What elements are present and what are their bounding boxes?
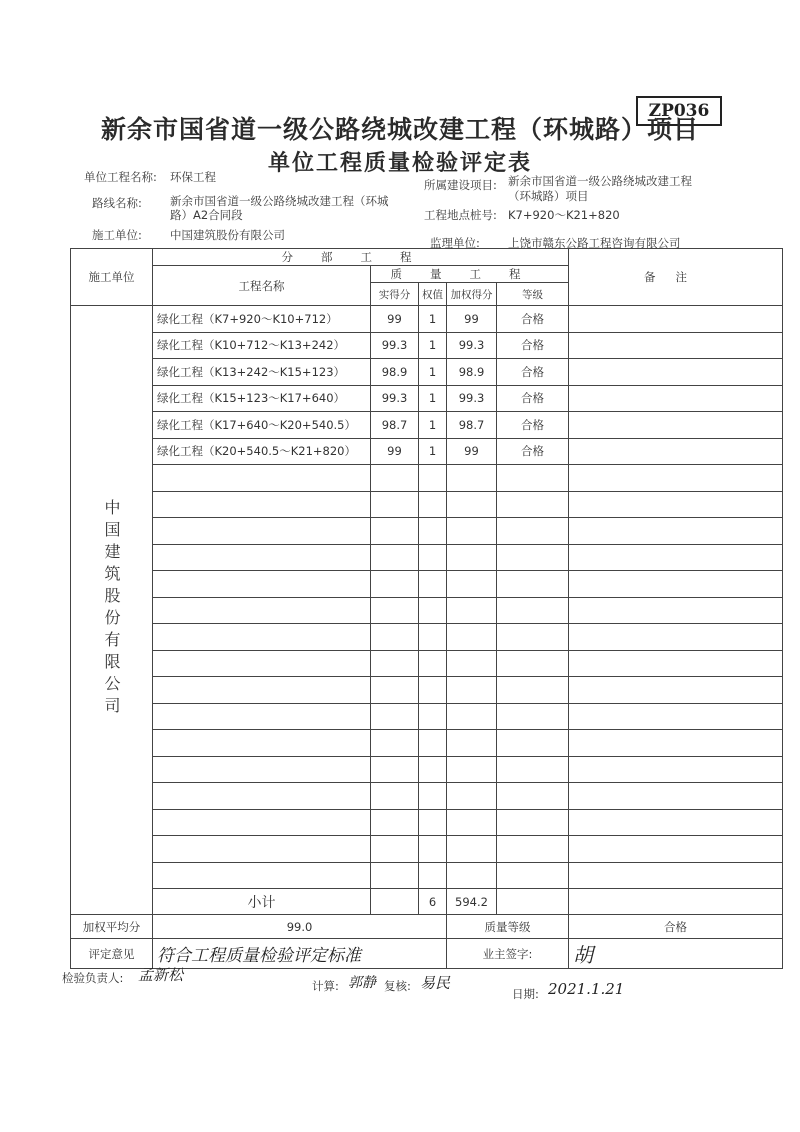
header-remarks: 备注 bbox=[569, 249, 783, 306]
grade-cell bbox=[497, 809, 569, 836]
item-name-cell: 绿化工程（K15+123～K17+640） bbox=[153, 385, 371, 412]
item-name-cell bbox=[153, 491, 371, 518]
remarks-cell bbox=[569, 730, 783, 757]
score-cell: 99.3 bbox=[371, 332, 419, 359]
score-cell bbox=[371, 677, 419, 704]
weighted-cell bbox=[447, 703, 497, 730]
score-cell bbox=[371, 703, 419, 730]
grade-cell bbox=[497, 544, 569, 571]
item-name-cell bbox=[153, 677, 371, 704]
score-cell bbox=[371, 783, 419, 810]
quality-grade-label: 质量等级 bbox=[447, 915, 569, 939]
grade-cell bbox=[497, 730, 569, 757]
review-signature: 易民 bbox=[420, 974, 451, 992]
weighted-cell bbox=[447, 544, 497, 571]
parent-project-label: 所属建设项目: bbox=[424, 178, 497, 192]
remarks-cell bbox=[569, 862, 783, 889]
grade-cell bbox=[497, 465, 569, 492]
weight-cell bbox=[419, 465, 447, 492]
score-cell: 99 bbox=[371, 438, 419, 465]
table-row bbox=[71, 412, 783, 439]
opinion-handwritten: 符合工程质量检验评定标准 bbox=[153, 939, 447, 969]
remarks-cell bbox=[569, 756, 783, 783]
route-value-line1: 新余市国省道一级公路绕城改建工程（环城 bbox=[170, 194, 389, 208]
weight-cell bbox=[419, 756, 447, 783]
remarks-cell bbox=[569, 783, 783, 810]
remarks-cell bbox=[569, 836, 783, 863]
score-cell bbox=[371, 756, 419, 783]
grade-cell: 合格 bbox=[497, 332, 569, 359]
weight-cell bbox=[419, 836, 447, 863]
item-name-cell bbox=[153, 756, 371, 783]
item-name-cell bbox=[153, 597, 371, 624]
weight-cell bbox=[419, 677, 447, 704]
remarks-cell bbox=[569, 438, 783, 465]
date-value: 2021.1.21 bbox=[548, 980, 625, 998]
remarks-cell bbox=[569, 703, 783, 730]
table-row bbox=[71, 783, 783, 810]
header-weighted-score: 加权得分 bbox=[447, 283, 497, 306]
route-value-line2: 路）A2合同段 bbox=[170, 208, 243, 222]
item-name-cell bbox=[153, 571, 371, 598]
weight-cell bbox=[419, 809, 447, 836]
grade-cell: 合格 bbox=[497, 359, 569, 386]
subtotal-row bbox=[71, 889, 783, 915]
grade-cell bbox=[497, 650, 569, 677]
item-name-cell bbox=[153, 862, 371, 889]
score-cell: 99 bbox=[371, 306, 419, 333]
score-cell bbox=[371, 730, 419, 757]
table-row bbox=[71, 703, 783, 730]
location-label: 工程地点桩号: bbox=[424, 208, 497, 222]
weight-cell: 1 bbox=[419, 332, 447, 359]
grade-cell bbox=[497, 518, 569, 545]
weighted-cell bbox=[447, 862, 497, 889]
grade-cell bbox=[497, 571, 569, 598]
remarks-cell bbox=[569, 597, 783, 624]
owner-sign-label: 业主签字: bbox=[447, 939, 569, 969]
subtotal-remarks bbox=[569, 889, 783, 915]
grade-cell bbox=[497, 597, 569, 624]
score-cell bbox=[371, 491, 419, 518]
weight-cell bbox=[419, 650, 447, 677]
location-value: K7+920～K21+820 bbox=[508, 208, 620, 222]
grade-cell: 合格 bbox=[497, 412, 569, 439]
grade-cell bbox=[497, 677, 569, 704]
remarks-cell bbox=[569, 332, 783, 359]
item-name-cell bbox=[153, 703, 371, 730]
weight-cell: 1 bbox=[419, 359, 447, 386]
weighted-cell bbox=[447, 465, 497, 492]
remarks-cell bbox=[569, 359, 783, 386]
item-name-cell bbox=[153, 650, 371, 677]
score-cell bbox=[371, 650, 419, 677]
weighted-cell bbox=[447, 756, 497, 783]
weight-cell bbox=[419, 703, 447, 730]
table-row bbox=[71, 862, 783, 889]
weight-cell bbox=[419, 783, 447, 810]
weight-cell: 1 bbox=[419, 306, 447, 333]
calc-label: 计算: bbox=[312, 979, 339, 993]
opinion-label: 评定意见 bbox=[71, 939, 153, 969]
weight-cell bbox=[419, 862, 447, 889]
table-row bbox=[71, 438, 783, 465]
weight-cell bbox=[419, 544, 447, 571]
supervisor-value: 上饶市赣东公路工程咨询有限公司 bbox=[508, 236, 681, 250]
score-cell: 98.7 bbox=[371, 412, 419, 439]
header-item-name: 工程名称 bbox=[153, 266, 371, 306]
remarks-cell bbox=[569, 809, 783, 836]
remarks-cell bbox=[569, 650, 783, 677]
score-cell: 98.9 bbox=[371, 359, 419, 386]
weighted-cell bbox=[447, 836, 497, 863]
owner-signature: 胡 bbox=[569, 939, 783, 969]
header-grade: 等级 bbox=[497, 283, 569, 306]
table-row bbox=[71, 518, 783, 545]
grade-cell: 合格 bbox=[497, 306, 569, 333]
grade-cell bbox=[497, 756, 569, 783]
table-row bbox=[71, 491, 783, 518]
inspector-label: 检验负责人: bbox=[62, 971, 124, 985]
remarks-cell bbox=[569, 571, 783, 598]
weight-cell bbox=[419, 597, 447, 624]
item-name-cell: 绿化工程（K20+540.5～K21+820） bbox=[153, 438, 371, 465]
supervisor-label: 监理单位: bbox=[430, 236, 480, 250]
subtotal-weight: 6 bbox=[419, 889, 447, 915]
inspector-signature: 孟新松 bbox=[138, 966, 184, 984]
remarks-cell bbox=[569, 624, 783, 651]
score-cell bbox=[371, 465, 419, 492]
item-name-cell bbox=[153, 465, 371, 492]
grade-cell: 合格 bbox=[497, 385, 569, 412]
remarks-cell bbox=[569, 677, 783, 704]
weighted-cell bbox=[447, 677, 497, 704]
item-name-cell: 绿化工程（K13+242～K15+123） bbox=[153, 359, 371, 386]
weighted-cell bbox=[447, 518, 497, 545]
weighted-cell bbox=[447, 491, 497, 518]
item-name-cell bbox=[153, 836, 371, 863]
subtotal-grade bbox=[497, 889, 569, 915]
score-cell bbox=[371, 518, 419, 545]
date-label: 日期: bbox=[512, 987, 539, 1001]
score-cell bbox=[371, 544, 419, 571]
evaluation-table bbox=[70, 248, 783, 969]
score-cell bbox=[371, 571, 419, 598]
weighted-cell bbox=[447, 809, 497, 836]
weight-cell: 1 bbox=[419, 385, 447, 412]
header-weight: 权值 bbox=[419, 283, 447, 306]
score-cell bbox=[371, 836, 419, 863]
item-name-cell bbox=[153, 730, 371, 757]
item-name-cell bbox=[153, 544, 371, 571]
grade-cell bbox=[497, 703, 569, 730]
weighted-cell bbox=[447, 597, 497, 624]
table-row bbox=[71, 650, 783, 677]
weight-cell bbox=[419, 518, 447, 545]
construction-unit-label: 施工单位: bbox=[92, 228, 142, 242]
remarks-cell bbox=[569, 306, 783, 333]
header-sub-project: 分部工程 bbox=[153, 249, 569, 266]
weighted-cell: 99.3 bbox=[447, 332, 497, 359]
review-label: 复核: bbox=[384, 979, 411, 993]
weight-cell bbox=[419, 624, 447, 651]
parent-project-value-line2: （环城路）项目 bbox=[508, 189, 589, 203]
weighted-average-row bbox=[71, 915, 783, 939]
construction-unit-vertical-text: 中国建筑股份有限公司 bbox=[102, 498, 121, 719]
table-row bbox=[71, 544, 783, 571]
route-label: 路线名称: bbox=[92, 196, 142, 210]
weighted-cell bbox=[447, 783, 497, 810]
item-name-cell bbox=[153, 783, 371, 810]
table-row bbox=[71, 306, 783, 333]
header-construction-unit: 施工单位 bbox=[71, 249, 153, 306]
unit-project-label: 单位工程名称: bbox=[84, 170, 157, 184]
header-quality: 质量工程 bbox=[371, 266, 569, 283]
parent-project-value-line1: 新余市国省道一级公路绕城改建工程 bbox=[508, 174, 692, 188]
weighted-avg-value: 99.0 bbox=[153, 915, 447, 939]
subtotal-weighted: 594.2 bbox=[447, 889, 497, 915]
weight-cell: 1 bbox=[419, 412, 447, 439]
table-row bbox=[71, 836, 783, 863]
table-row bbox=[71, 730, 783, 757]
table-row bbox=[71, 677, 783, 704]
item-name-cell bbox=[153, 518, 371, 545]
weight-cell: 1 bbox=[419, 438, 447, 465]
item-name-cell: 绿化工程（K17+640～K20+540.5） bbox=[153, 412, 371, 439]
grade-cell bbox=[497, 836, 569, 863]
page-subtitle: 单位工程质量检验评定表 bbox=[267, 151, 532, 176]
item-name-cell bbox=[153, 624, 371, 651]
remarks-cell bbox=[569, 412, 783, 439]
quality-grade-value: 合格 bbox=[569, 915, 783, 939]
item-name-cell: 绿化工程（K7+920～K10+712） bbox=[153, 306, 371, 333]
weighted-cell: 99 bbox=[447, 306, 497, 333]
grade-cell bbox=[497, 624, 569, 651]
remarks-cell bbox=[569, 465, 783, 492]
remarks-cell bbox=[569, 544, 783, 571]
unit-project-value: 环保工程 bbox=[170, 170, 216, 184]
remarks-cell bbox=[569, 385, 783, 412]
weight-cell bbox=[419, 491, 447, 518]
table-row bbox=[71, 465, 783, 492]
score-cell bbox=[371, 597, 419, 624]
weighted-cell: 98.9 bbox=[447, 359, 497, 386]
table-row bbox=[71, 809, 783, 836]
item-name-cell: 绿化工程（K10+712～K13+242） bbox=[153, 332, 371, 359]
table-row bbox=[71, 332, 783, 359]
weighted-cell: 99 bbox=[447, 438, 497, 465]
score-cell bbox=[371, 624, 419, 651]
form-code: ZP036 bbox=[636, 96, 722, 126]
table-row bbox=[71, 571, 783, 598]
subtotal-label: 小计 bbox=[153, 889, 371, 915]
weighted-cell bbox=[447, 571, 497, 598]
score-cell bbox=[371, 862, 419, 889]
weight-cell bbox=[419, 730, 447, 757]
construction-unit-vertical bbox=[71, 306, 153, 915]
weight-cell bbox=[419, 571, 447, 598]
weighted-cell bbox=[447, 650, 497, 677]
subtotal-score bbox=[371, 889, 419, 915]
weighted-cell bbox=[447, 730, 497, 757]
weighted-cell bbox=[447, 624, 497, 651]
score-cell bbox=[371, 809, 419, 836]
item-name-cell bbox=[153, 809, 371, 836]
remarks-cell bbox=[569, 518, 783, 545]
weighted-cell: 99.3 bbox=[447, 385, 497, 412]
grade-cell bbox=[497, 783, 569, 810]
grade-cell: 合格 bbox=[497, 438, 569, 465]
grade-cell bbox=[497, 491, 569, 518]
table-row bbox=[71, 624, 783, 651]
score-cell: 99.3 bbox=[371, 385, 419, 412]
page-title: 新余市国省道一级公路绕城改建工程（环城路）项目 bbox=[100, 115, 699, 144]
header-actual-score: 实得分 bbox=[371, 283, 419, 306]
table-row bbox=[71, 597, 783, 624]
table-row bbox=[71, 385, 783, 412]
weighted-cell: 98.7 bbox=[447, 412, 497, 439]
table-row bbox=[71, 756, 783, 783]
calc-signature: 郭静 bbox=[348, 975, 376, 991]
weighted-avg-label: 加权平均分 bbox=[71, 915, 153, 939]
remarks-cell bbox=[569, 491, 783, 518]
grade-cell bbox=[497, 862, 569, 889]
construction-unit-value: 中国建筑股份有限公司 bbox=[170, 228, 285, 242]
table-row bbox=[71, 359, 783, 386]
